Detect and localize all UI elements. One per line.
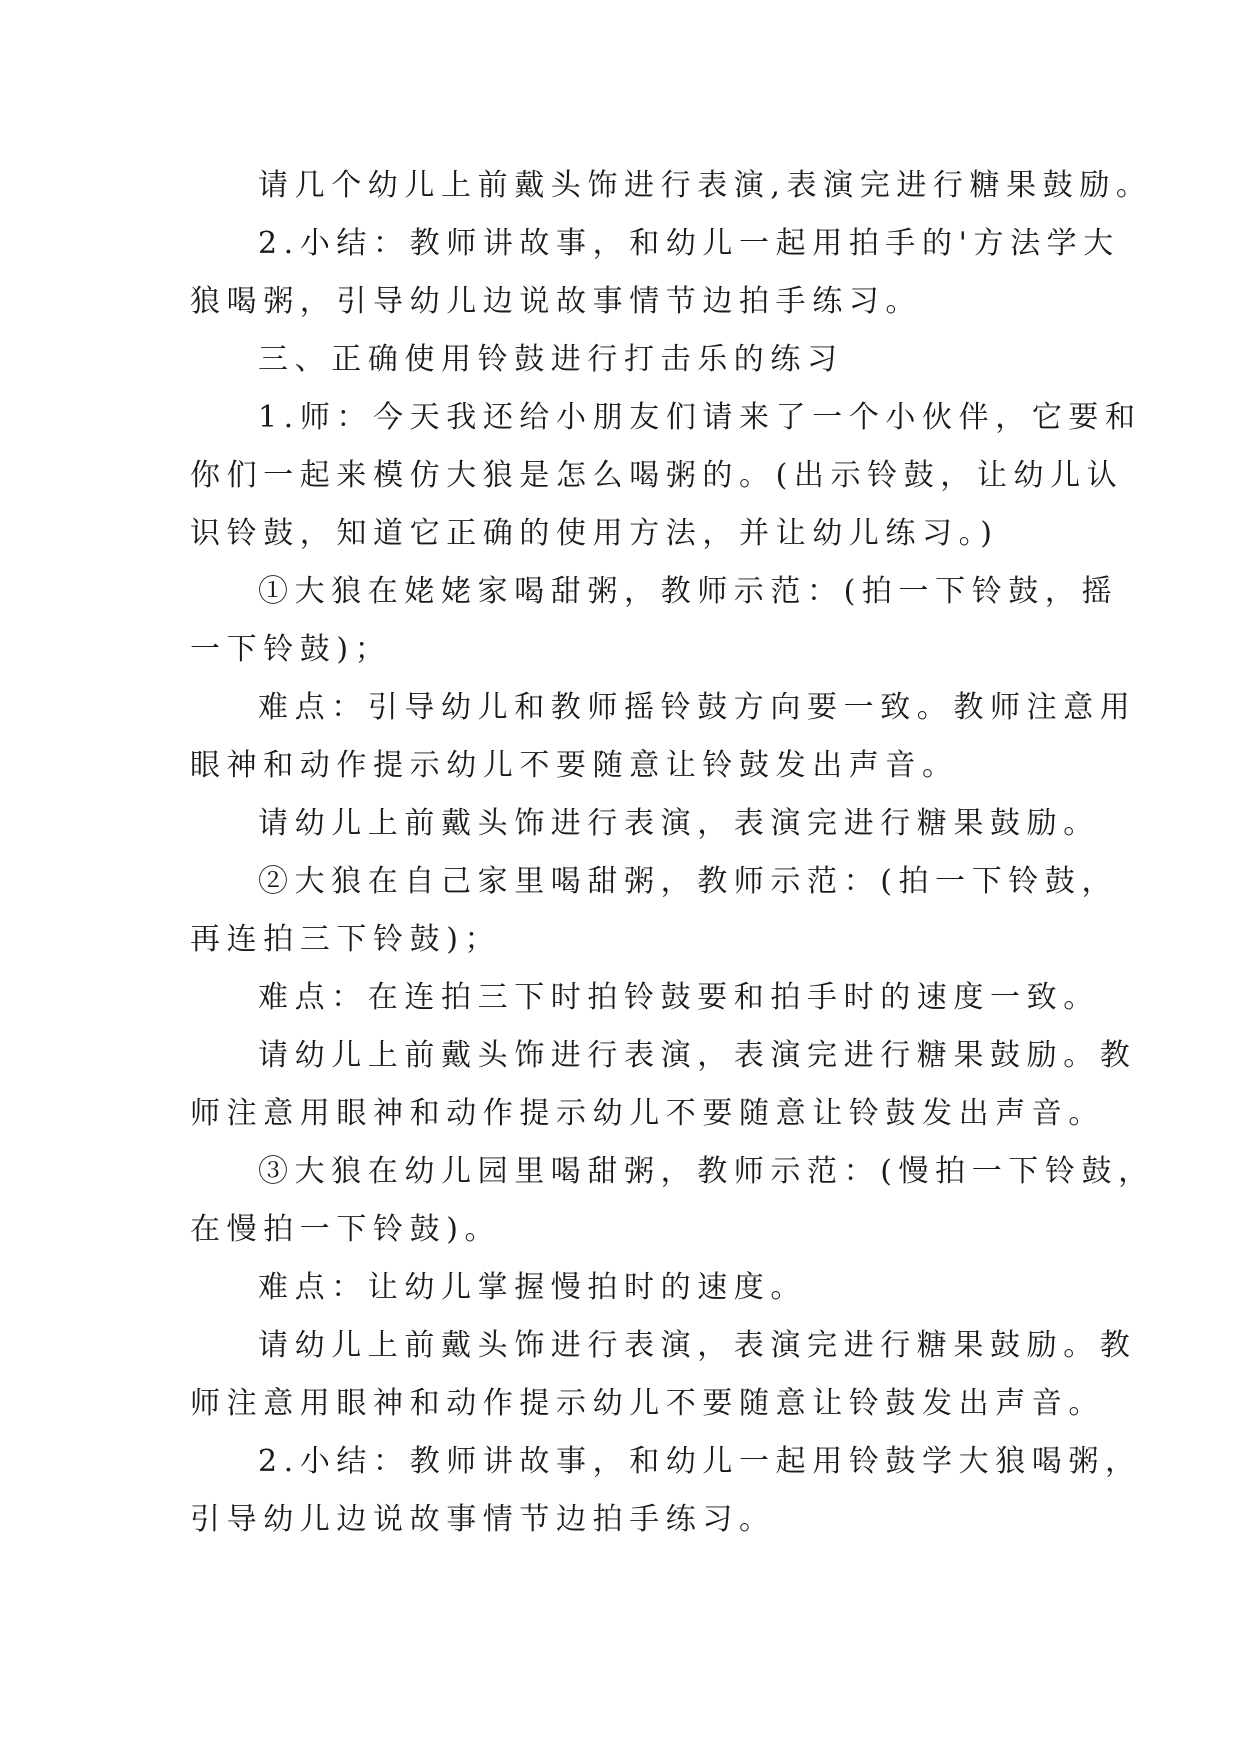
paragraph-line: 难点：让幼儿掌握慢拍时的速度。 [258,1270,807,1305]
paragraph-line: 你们一起来模仿大狼是怎么喝粥的。(出示铃鼓，让幼儿认 [190,458,1124,493]
paragraph-line: 2.小结：教师讲故事，和幼儿一起用铃鼓学大狼喝粥， [258,1444,1142,1479]
paragraph-line: 眼神和动作提示幼儿不要随意让铃鼓发出声音。 [190,748,959,783]
paragraph-line: ②大狼在自己家里喝甜粥，教师示范：(拍一下铃鼓， [258,864,1119,899]
paragraph-line: 请幼儿上前戴头饰进行表演，表演完进行糖果鼓励。教 [258,1038,1137,1073]
paragraph-line: 在慢拍一下铃鼓)。 [190,1212,502,1247]
paragraph-line: ①大狼在姥姥家喝甜粥，教师示范：(拍一下铃鼓，摇 [258,574,1119,609]
paragraph-line: 师注意用眼神和动作提示幼儿不要随意让铃鼓发出声音。 [190,1386,1105,1421]
paragraph-line: 难点：引导幼儿和教师摇铃鼓方向要一致。教师注意用 [258,690,1137,725]
paragraph-line: 2.小结：教师讲故事，和幼儿一起用拍手的'方法学大 [258,226,1120,261]
paragraph-line: 狼喝粥，引导幼儿边说故事情节边拍手练习。 [190,284,922,319]
paragraph-line: 师注意用眼神和动作提示幼儿不要随意让铃鼓发出声音。 [190,1096,1105,1131]
paragraph-line: 再连拍三下铃鼓)； [190,922,502,957]
paragraph-line: ③大狼在幼儿园里喝甜粥，教师示范：(慢拍一下铃鼓， [258,1154,1155,1189]
paragraph-line: 请几个幼儿上前戴头饰进行表演,表演完进行糖果鼓励。 [258,168,1153,203]
paragraph-line: 识铃鼓，知道它正确的使用方法，并让幼儿练习。) [190,516,999,551]
paragraph-line: 请幼儿上前戴头饰进行表演，表演完进行糖果鼓励。教 [258,1328,1137,1363]
paragraph-line: 一下铃鼓)； [190,632,392,667]
paragraph-line: 请幼儿上前戴头饰进行表演，表演完进行糖果鼓励。 [258,806,1100,841]
paragraph-line: 引导幼儿边说故事情节边拍手练习。 [190,1502,776,1537]
paragraph-line: 难点：在连拍三下时拍铃鼓要和拍手时的速度一致。 [258,980,1100,1015]
section-heading: 三、正确使用铃鼓进行打击乐的练习 [258,342,844,377]
paragraph-line: 1.师：今天我还给小朋友们请来了一个小伙伴，它要和 [258,400,1142,435]
